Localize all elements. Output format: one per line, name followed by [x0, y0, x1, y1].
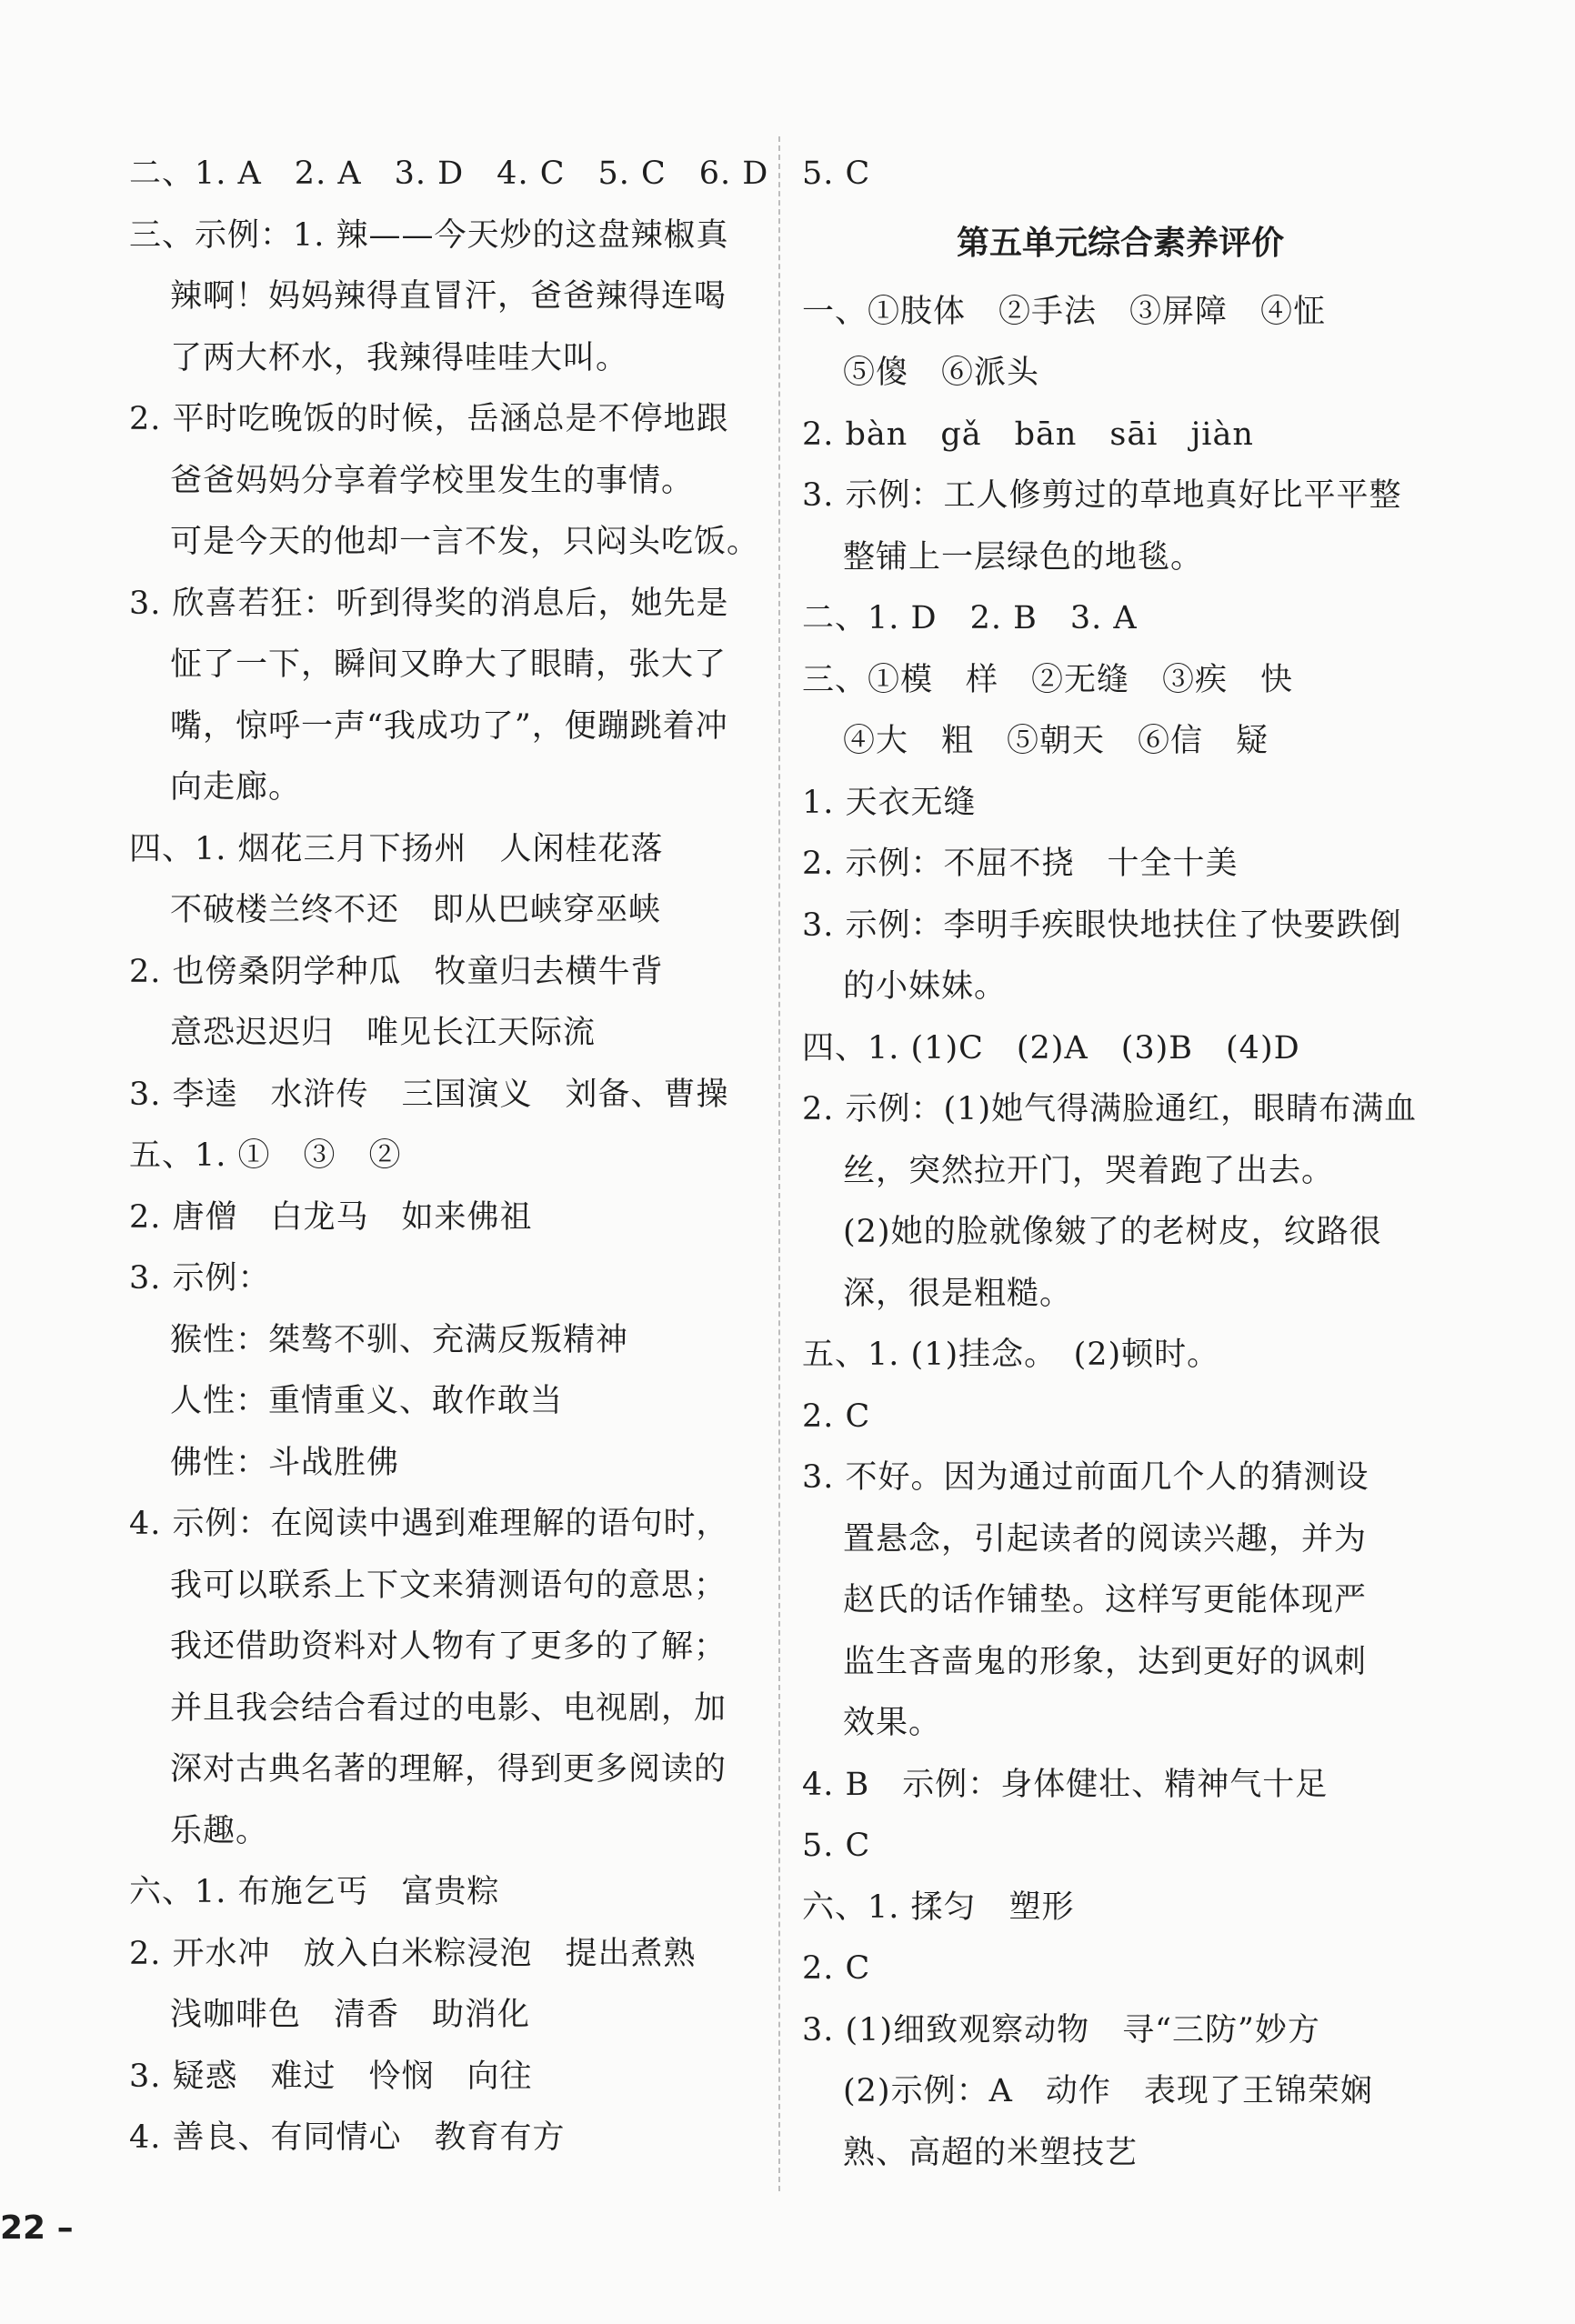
answer-line: 3. (1)细致观察动物 寻“三防”妙方: [802, 2011, 1320, 2049]
answer-line: 2. 开水冲 放入白米粽浸泡 提出煮熟: [129, 1935, 697, 1972]
answer-line: 并且我会结合看过的电影、电视剧，加: [170, 1689, 727, 1727]
right-body-block: [802, 282, 1439, 2185]
answer-line: 向走廊。: [170, 769, 302, 806]
left-column: [129, 144, 769, 2169]
answer-line: 5. C: [802, 1828, 871, 1864]
answer-line: 嘴，惊呼一声“我成功了”，便蹦跳着冲: [170, 707, 728, 745]
answer-line: 人性：重情重义、敢作敢当: [170, 1383, 564, 1419]
answer-line: 四、1. (1)C (2)A (3)B (4)D: [802, 1029, 1300, 1067]
answer-line: 4. B 示例：身体健壮、精神气十足: [802, 1766, 1329, 1803]
right-column: [802, 144, 1439, 2184]
answer-line: 监生吝啬鬼的形象，达到更好的讽刺: [843, 1643, 1368, 1680]
answer-line: 深对古典名著的理解，得到更多阅读的: [170, 1751, 727, 1788]
answer-line: 整铺上一层绿色的地毯。: [843, 538, 1204, 576]
answer-line: 可是今天的他却一言不发，只闷头吃饭。: [170, 524, 760, 560]
answer-line: 我还借助资料对人物有了更多的了解；: [170, 1628, 727, 1665]
answer-line: 2. 平时吃晚饭的时候，岳涵总是不停地跟: [129, 401, 729, 437]
answer-line: ⑤傻 ⑥派头: [843, 355, 1040, 391]
answer-line: 乐趣。: [170, 1812, 269, 1849]
answer-line: 三、示例：1. 辣——今天炒的这盘辣椒真: [129, 216, 729, 254]
answer-line: 2. bàn gǎ bān sāi jiàn: [802, 416, 1254, 453]
answer-line: 3. 示例：工人修剪过的草地真好比平平整: [802, 477, 1402, 514]
answer-line: 2. C: [802, 1397, 871, 1435]
answer-line: 1. 天衣无缝: [802, 784, 977, 821]
answer-line: 浅咖啡色 清香 助消化: [170, 1997, 531, 2033]
answer-line: 五、1. (1)挂念。 (2)顿时。: [802, 1337, 1220, 1373]
answer-line: (2)示例：A 动作 表现了王锦荣娴: [843, 2073, 1373, 2109]
answer-line: 熟、高超的米塑技艺: [843, 2134, 1139, 2171]
column-divider: [778, 136, 780, 2191]
answer-line: 六、1. 布施乞丐 富贵粽: [129, 1874, 500, 1910]
answer-line: 2. 唐僧 白龙马 如来佛祖: [129, 1198, 533, 1236]
answer-line: 4. 善良、有同情心 教育有方: [129, 2119, 566, 2156]
answer-line: 2. C: [802, 1950, 871, 1987]
answer-line: 3. 示例：李明手疾眼快地扶住了快要跌倒: [802, 907, 1402, 944]
answer-line: 3. 欣喜若狂：听到得奖的消息后，她先是: [129, 585, 729, 622]
answer-line: 四、1. 烟花三月下扬州 人闲桂花落: [129, 830, 664, 867]
answer-line: 丝，突然拉开门，哭着跑了出去。: [843, 1152, 1335, 1189]
section-heading: 第五单元综合素养评价: [956, 224, 1284, 262]
answer-line: 猴性：桀骜不驯、充满反叛精神: [170, 1321, 629, 1358]
answer-line: 3. 不好。因为通过前面几个人的猜测设: [802, 1459, 1369, 1496]
answer-line: 的小妹妹。: [843, 968, 1008, 1005]
answer-line: 赵氏的话作铺垫。这样写更能体现严: [843, 1582, 1368, 1618]
answer-line: 不破楼兰终不还 即从巴峡穿巫峡: [170, 892, 662, 928]
answer-line: (2)她的脸就像皴了的老树皮，纹路很: [843, 1214, 1382, 1250]
answer-line: 五、1. ① ③ ②: [129, 1137, 402, 1174]
answer-line: 3. 疑惑 难过 怜悯 向往: [129, 2058, 533, 2095]
answer-line: 5. C: [802, 155, 871, 192]
page-number: 22 –: [0, 2209, 74, 2247]
answer-line: 4. 示例：在阅读中遇到难理解的语句时，: [129, 1506, 729, 1542]
answer-line: 二、1. A 2. A 3. D 4. C 5. C 6. D: [129, 155, 769, 192]
answer-line: ④大 粗 ⑤朝天 ⑥信 疑: [843, 723, 1269, 759]
answer-line: 爸爸妈妈分享着学校里发生的事情。: [170, 462, 695, 499]
answer-line: 3. 李逵 水浒传 三国演义 刘备、曹操: [129, 1076, 729, 1113]
answer-line: 辣啊！妈妈辣得直冒汗，爸爸辣得连喝: [170, 278, 727, 315]
answer-line: 2. 也傍桑阴学种瓜 牧童归去横牛背: [129, 953, 664, 990]
answer-line: 一、①肢体 ②手法 ③屏障 ④怔: [802, 293, 1327, 330]
answer-line: 我可以联系上下文来猜测语句的意思；: [170, 1567, 727, 1604]
answer-line: 怔了一下，瞬间又睁大了眼睛，张大了: [170, 646, 727, 683]
answer-line: 三、①模 样 ②无缝 ③疾 快: [802, 661, 1294, 698]
answer-line: 佛性：斗战胜佛: [170, 1444, 400, 1481]
answer-line: 2. 示例：不屈不挠 十全十美: [802, 846, 1239, 882]
answer-line: 3. 示例：: [129, 1260, 271, 1297]
answer-line: 深，很是粗糙。: [843, 1275, 1073, 1312]
answer-line: 效果。: [843, 1705, 942, 1741]
right-top-block: [802, 144, 1439, 205]
answer-line: 意恐迟迟归 唯见长江天际流: [170, 1015, 597, 1051]
answer-line: 六、1. 揉匀 塑形: [802, 1888, 1075, 1926]
answer-line: 置悬念，引起读者的阅读兴趣，并为: [843, 1520, 1368, 1558]
answer-line: 了两大杯水，我辣得哇哇大叫。: [170, 339, 629, 376]
answer-line: 2. 示例：(1)她气得满脸通红，眼睛布满血: [802, 1091, 1418, 1127]
answer-line: 二、1. D 2. B 3. A: [802, 600, 1138, 636]
